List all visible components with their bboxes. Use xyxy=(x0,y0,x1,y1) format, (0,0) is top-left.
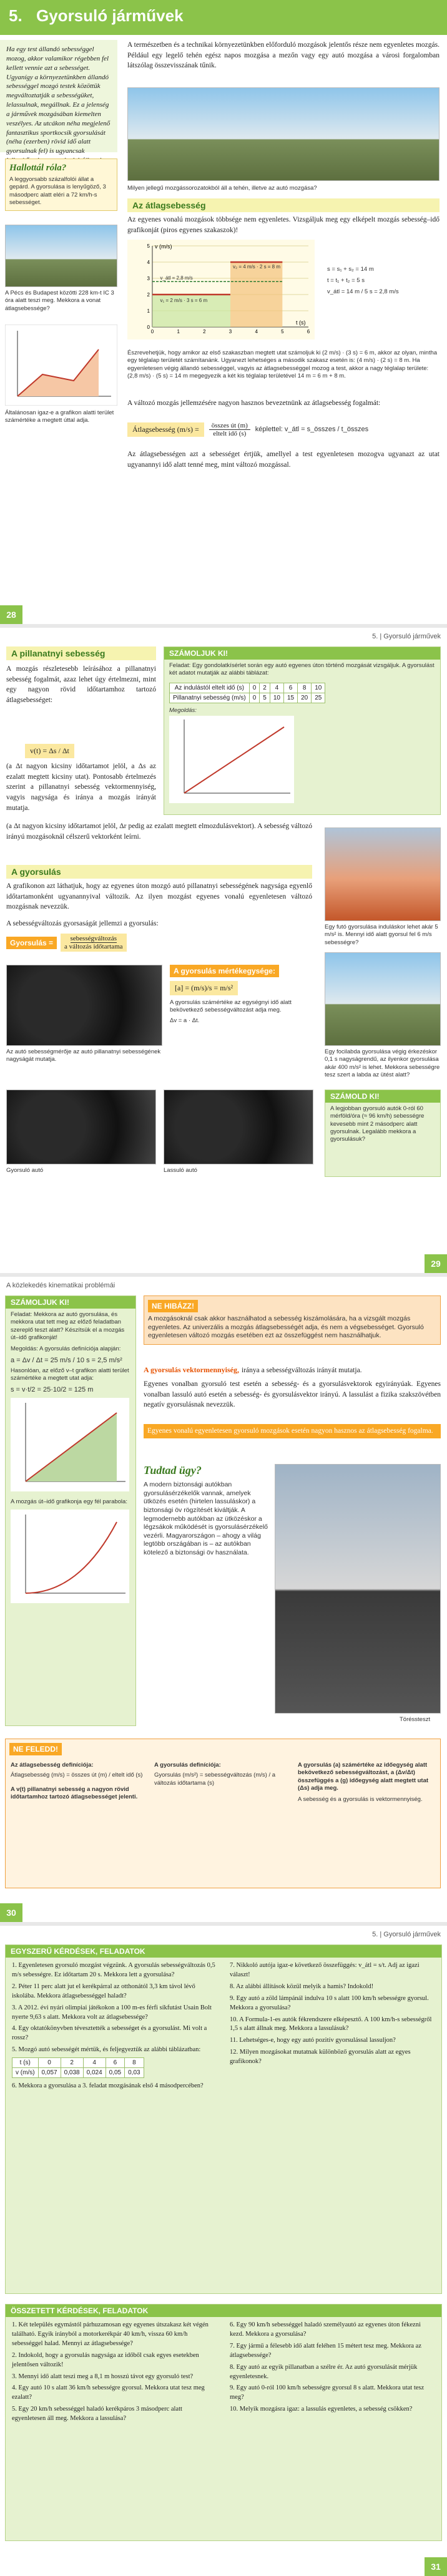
list-item: 9. Egy autó 0-ról 100 km/h sebességre gyorsul 8 s alatt. Mekkora utat tesz meg? xyxy=(230,2384,425,2401)
accel-formula-label: Gyorsulás = xyxy=(6,937,57,949)
vt-triangle-graph xyxy=(11,1398,129,1491)
table-cell: 20 xyxy=(298,693,312,703)
chart-side-note: s = s₁ + s₂ = 14 m xyxy=(327,266,374,273)
page-number: 31 xyxy=(425,2557,447,2576)
table-cell: 0,05 xyxy=(106,2068,124,2078)
calc-area: Hasonlóan, az előző v–t grafikon alatti terület számértéke a megtett utat adja: xyxy=(11,1367,129,1382)
avg-title: Az átlagsebesség xyxy=(127,198,440,212)
table-row xyxy=(12,2068,144,2078)
accel-def: A sebességváltozás gyorsaságát jellemzi a gyorsulás: xyxy=(6,920,159,927)
speedo2-caption: Gyorsuló autó xyxy=(6,1167,44,1174)
runner-photo xyxy=(325,827,441,921)
accel-text: A grafikonon azt láthatjuk, hogy az egyenes úton mozgó autó pillanatnyi sebességének nagysága egyenlő időtartamonként ugyanannyival változik. Az ilyen mozgást egyenes vonalú egyenletesen változó mozgásnak nevezzük. xyxy=(6,882,312,911)
list-item: 5. Mozgó autó sebességét mértük, és feljegyeztük az alábbi táblázatban: xyxy=(12,2046,201,2054)
table-cell: 2 xyxy=(61,2058,83,2068)
page-number: 28 xyxy=(0,605,22,624)
x-tick-label: 0 xyxy=(150,329,154,334)
remember-title: NE FELEDD! xyxy=(9,1743,62,1755)
rem4-text: A gyorsulás (a) számértéke az időegység alatt bekövetkező sebességváltozást, a (Δv/Δt) összefüggés a (g) időegység alatt megtett utat (Δs) adja meg. xyxy=(298,1762,429,1792)
intro-text: A természetben és a technikai környezetünkben előforduló mozgások jelentős része nem egyenletes mozgás. Például egy legelő tehén egész napos mozgása a mezőn vagy egy autó mozgása a városi forgalomban látszólag összevisszának tűnik. xyxy=(127,41,440,70)
train-photo xyxy=(5,225,117,287)
list-item: 4. Egy autó 10 s alatt 36 km/h sebességre gyorsul. Mekkora utat tesz meg ezalatt? xyxy=(12,2384,205,2401)
remember-col-1 xyxy=(11,1762,148,1804)
hallottal-box xyxy=(5,159,117,211)
hallottal-title: Hallottál róla? xyxy=(9,163,67,173)
table-row xyxy=(170,683,325,693)
calc-s: s = v·t/2 = 25·10/2 = 125 m xyxy=(11,1385,94,1393)
formula-numerator: összes út (m) xyxy=(209,422,250,430)
list-item: 2. Indokold, hogy a gyorsulás nagysága az időből csak egyes esetekben jelentősen változik! xyxy=(12,2351,199,2368)
table-cell: 2 xyxy=(260,683,270,693)
linear-speed-graph xyxy=(169,716,294,803)
velocity-time-chart xyxy=(127,240,440,346)
formula-fraction xyxy=(209,422,250,437)
running-header: 5. | Gyorsuló járművek xyxy=(372,633,441,640)
remember-col-3 xyxy=(298,1762,435,1804)
calc-panel xyxy=(5,1295,136,1726)
list-item: 8. Egy autó az egyik pillanatban a szélre ér. Az autó gyorsulását mérjük egyenletesnek. xyxy=(230,2363,418,2380)
table-cell: 8 xyxy=(125,2058,144,2068)
page-31 xyxy=(0,1922,447,2576)
list-item: 1. Egyenletesen gyorsuló mozgást végzünk. A gyorsulás sebességváltozás 0,5 m/s sebességre. Ez időtartam 20 s. Mekkora lett a gyorsulása? xyxy=(12,1962,215,1978)
y-tick-label: 2 xyxy=(147,292,150,298)
page-29 xyxy=(0,624,447,1273)
calc2-text: A legjobban gyorsuló autók 0-ról 60 mérföld/óra (≈ 96 km/h) sebességre kevesebb mint 2 másodperc alatt gyorsulnak. Legalább mekkora a gyorsulásuk? xyxy=(330,1105,425,1143)
list-item: 7. Egy jármű a félesebb idő alatt feléhen 15 métert tesz meg. Mekkora az átlagsebessége? xyxy=(230,2342,422,2359)
table-cell: 0,038 xyxy=(61,2068,83,2078)
list-item: 6. Mekkora a gyorsulása a 3. feladat mozgásának első 4 másodpercében? xyxy=(12,2082,204,2090)
inst-formula: v(t) = Δs / Δt xyxy=(25,744,74,758)
y-tick-label: 4 xyxy=(147,260,150,265)
list-item: 2. Péter 11 perc alatt jut el kerékpárral az otthonától 3,3 km távol lévő iskolába. Mekkora átlagsebességgel haladt? xyxy=(12,1983,195,1999)
chart-side-note: v_átl = 14 m / 5 s = 2,8 m/s xyxy=(327,288,399,295)
inst-title: A pillanatnyi sebesség xyxy=(6,646,156,660)
q-columns xyxy=(6,1958,441,2097)
unit-text: A gyorsulás számértéke az egységnyi idő alatt bekövetkező sebességváltozást adja meg. xyxy=(170,999,292,1014)
unit-title: A gyorsulás mértékegysége: xyxy=(170,965,279,977)
parabola-graph xyxy=(11,1510,129,1603)
vec-text-2: Egyenes vonalban gyorsuló test esetén a sebesség- és a gyorsulásvektorok egyirányúak. Egyenes vonalban lassuló autó esetén a sebesség- és gyorsulásvektor irányú. A lassulást a fizika szakszövétben negatív gyorsulásnak nevezzük. xyxy=(144,1380,441,1409)
list-item: 1. Két település egymástól párhuzamosan egy egyenes útszakasz két végén található. Egyik irányból a motorkerékpár 40 km/h, vissza 60 km/h sebességgel halad. Mennyi az átlagsebessége? xyxy=(12,2321,209,2347)
q-table xyxy=(12,2057,144,2078)
graph-caption: Általánosan igaz-e a grafikon alatti terület számértéke a megtett úttal adja. xyxy=(5,409,114,424)
table-cell: 4 xyxy=(83,2058,106,2068)
calc-text: Feladat: Mekkora az autó gyorsulása, és mekkora utat tett meg az előző feladatban szereplő teszt alatt? Készítsük el a mozgás út–idő grafikonját! xyxy=(11,1311,125,1342)
chart-annotation: v_átl = 2,8 m/s xyxy=(160,275,193,281)
running-header: A közlekedés kinematikai problémái xyxy=(6,1282,115,1289)
vec-heading xyxy=(144,1364,441,1376)
remember-row xyxy=(6,1759,440,1807)
y-tick-label: 1 xyxy=(147,308,150,314)
inst-text-2: (a Δt nagyon kicsiny időtartamot jelöl, a Δs az ezalatt megtett kicsiny utat). Pontosabb értelmezés szerint a pillanatnyi sebesség vektormennyiség, vagyis nagysága és iránya a mozgás irányát mutatja. xyxy=(6,763,156,812)
page-28 xyxy=(0,0,447,624)
x-axis-label: t (s) xyxy=(296,320,306,326)
cheetah-caption: Milyen jellegű mozgássorozatokból áll a tehén, illetve az autó mozgása? xyxy=(127,185,317,192)
list-item: 12. Milyen mozgásokat mutatnak különböző gyorsulás alatt az egyes grafikonok? xyxy=(230,2049,411,2066)
note-text: A mozgásoknál csak akkor használhatod a sebesség kiszámolására, ha a vizsgált mozgás egyenletes. Az univerzális a mozgás átlagsebességét adja, és nem a végsebességet. Gyorsuló egyenletesen változó mozgás esetében ezt az összefüggést nem használhatjuk. xyxy=(148,1315,424,1340)
chapter-title: Gyorsuló járművek xyxy=(36,6,184,25)
speedo1-caption: Az autó sebességmérője az autó pillanatnyi sebességének nagyságát mutatja. xyxy=(6,1048,161,1063)
sidebar-intro-text: Ha egy test állandó sebességgel mozog, akkor valamikor régebben fel kellett vennie azt a sebességet. Ugyanígy a környezetünkben állandó sebességgel mozgó testek közöttük megváltoztatják a sebességüket, lelassulnak, megállnak. Ez a jelenség a járművek mozgásában kiemelten veszélyes. Az utcákon néha megjelenő fantasztikus sportkocsik gyorsulását (néha (ezerben) rövid idő alatt gyorsulnak fel) is ugyancsak xyxy=(6,46,111,155)
formula-short: képlettel: v_átl = s_összes / t_összes xyxy=(255,426,369,434)
calc-title: SZÁMOLJUK KI! xyxy=(6,1296,135,1309)
x-tick-label: 6 xyxy=(307,329,310,334)
list-item: 3. A 2012. évi nyári olimpiai játékokon a 100 m-es férfi síkfutást Usain Bolt nyerte 9,63 s alatt. Mekkora volt az átlagsebessége? xyxy=(12,2004,212,2021)
calc-solution: Megoldás: xyxy=(169,706,197,714)
table-cell: Az indulástól eltelt idő (s) xyxy=(170,683,250,693)
calc-panel xyxy=(164,646,441,815)
vec-title: A gyorsulás vektormennyiség, xyxy=(144,1365,239,1374)
table-cell: 10 xyxy=(312,683,325,693)
chapter-number: 5. xyxy=(9,6,22,25)
chart-side-note: t = t₁ + t₂ = 5 s xyxy=(327,277,365,284)
table-cell: 0,057 xyxy=(38,2068,61,2078)
list-item: 10. Melyik mozgásra igaz: a lassulás egyenletes, a sebesség csökken? xyxy=(230,2406,413,2413)
train-caption: A Pécs és Budapest közötti 228 km-t IC 3 óra alatt teszi meg. Mekkora a vonat átlagsebessége? xyxy=(5,290,114,312)
list-item: 11. Lehetséges-e, hogy egy autó pozitív gyorsulással lassuljon? xyxy=(230,2037,396,2044)
x-tick-label: 5 xyxy=(281,329,284,334)
q-left-column xyxy=(6,1958,224,2097)
list-item: 5. Egy 20 km/h sebességgel haladó kerékpáros 3 másodperc alatt egyenletesen áll meg. Mekkora a lassulása? xyxy=(12,2406,182,2422)
table-cell: 6 xyxy=(283,683,297,693)
unit-delta: Δv = a · Δt. xyxy=(170,1017,200,1024)
table-cell: 10 xyxy=(270,693,283,703)
q-right-column xyxy=(224,1958,441,2097)
rem4-unit: A sebesség és a gyorsulás is vektormennyiség. xyxy=(298,1796,423,1803)
inst-text: A mozgás részletesebb leírásához a pillanatnyi sebesség fogalmát, azaz lehet úgy értelmezni, mint egy nagyon rövid időtartamhoz tartozó átlagsebességet: xyxy=(6,665,156,705)
list-item: 8. Az alábbi állítások közül melyik a hamis? Indokold! xyxy=(230,1983,374,1990)
formula-label: Átlagsebesség (m/s) = xyxy=(127,422,204,437)
accel-fraction xyxy=(61,934,126,952)
page-number: 29 xyxy=(425,1254,447,1273)
table-cell: v (m/s) xyxy=(12,2068,39,2078)
list-item: 4. Egy oktatókönyvben tévesztették a sebességet és a gyorsulást. Mi volt a rossz? xyxy=(12,2025,207,2042)
y-tick-label: 5 xyxy=(147,243,150,249)
table-row xyxy=(170,693,325,703)
highlight-text: Egyenes vonalú egyenletesen gyorsuló mozgások esetén nagyon hasznos az átlagsebesség fogalma. xyxy=(144,1424,441,1438)
list-item: 6. Egy 90 km/h sebességgel haladó személyautó az egyenes úton fékezni kezd. Mekkora a gyorsulása? xyxy=(230,2321,421,2338)
y-tick-label: 3 xyxy=(147,276,150,281)
variable-text: A változó mozgás jellemzésére nagyon hasznos bevezetnünk az átlagsebesség fogalmát: xyxy=(127,399,381,407)
table-cell: 0 xyxy=(249,693,260,703)
running-header: 5. | Gyorsuló járművek xyxy=(372,1931,441,1938)
chart-note: Észrevehetjük, hogy amikor az első szakaszban megtett utat számoljuk ki (2 m/s) · (3 s) = 6 m, akkor az olyan, mintha egy téglalap területét számítanánk. Ugyanezt lehetséges a második szakasz esetén is: (4 m/s) · (2 s) = 8 m. Ha egyenletesen végig állandó sebességgel, vagyis az átlagsebességgel mozog a test, akkor a nagy téglalap területe: (2,8 m/s) · (5 s) = 14 m megegyezik a két kis téglalap területével 14 m = 6 m + 8 m. xyxy=(127,349,438,380)
list-item: 3. Mennyi idő alatt teszi meg a 8,1 m hosszú távot egy gyorsuló test? xyxy=(12,2373,194,2380)
table-cell: 5 xyxy=(260,693,270,703)
chart-annotation: v₁ = 2 m/s · 3 s = 6 m xyxy=(160,298,208,303)
calc-text: Feladat: Egy gondolatkísérlet során egy autó egyenes úton történő mozgását vizsgáljuk. A gyorsulást két adatot mutatják az alábbi táblázat: xyxy=(169,662,435,677)
accel-numerator: sebességváltozás xyxy=(70,935,117,942)
tudtad-text: A modern biztonsági autókban gyorsulásérzékelők vannak, amelyek ütközés esetén (hirtelen lassuláskor) a biztonsági öv rögzítését kiváltják. A legmodernebb autókban az ütközéskor a légzsákok működését is gyorsulásérzékelő vezérli. Magyarországon – ahogy a világ legtöbb országában is – az autókban kötelező a biztonsági öv használata. xyxy=(144,1481,268,1557)
calc-a: a = Δv / Δt = 25 m/s / 10 s = 2,5 m/s² xyxy=(11,1356,122,1364)
qc-right-column xyxy=(224,2317,441,2430)
table-cell: 6 xyxy=(106,2058,124,2068)
area-segment-2 xyxy=(230,262,282,327)
cow-field-photo xyxy=(127,87,440,181)
y-tick-label: 0 xyxy=(147,324,150,330)
hallottal-text: A leggyorsabb százalfolói állat a gepárd. A gyorsulása is lenyűgöző, 3 másodperc alatt eléri a 72 km/h-s sebességet. xyxy=(9,176,106,207)
avg-closing: Az átlagsebességen azt a sebességet értjük, amellyel a test egyenletesen mozogva ugyanazt az utat ugyanannyi idő alatt tenné meg, mint változó mozgással. xyxy=(127,451,440,469)
note-box xyxy=(144,1295,441,1345)
table-row xyxy=(12,2058,144,2068)
list-item: 7. Nikkoló autója igaz-e következő összefüggés: v_átl = s/t. Adj az igazi választ! xyxy=(230,1962,420,1978)
runner-caption: Egy futó gyorsulása induláskor lehet akár 5 m/s² is. Mennyi idő alatt gyorsul fel 6 m/s sebességre? xyxy=(325,924,438,946)
inst-text-3: (a Δt nagyon kicsiny időtartamot jelöl, Δr pedig az ezalatt megtett elmozdulásvektort). A sebesség változó irányú mozgásoknál célszerű vektorként leírni. xyxy=(6,822,312,841)
x-tick-label: 4 xyxy=(255,329,258,334)
table-cell: 0 xyxy=(38,2058,61,2068)
qc-left-column xyxy=(6,2317,224,2430)
crash-test-photo xyxy=(275,1464,441,1714)
dummy-caption: Töréssteszt xyxy=(400,1716,431,1723)
q-title: EGYSZERŰ KÉRDÉSEK, FELADATOK xyxy=(6,1945,441,1958)
remember-box xyxy=(5,1739,441,1888)
calc2-panel xyxy=(325,1090,441,1177)
accel-denominator: a változás időtartama xyxy=(64,943,123,950)
table-cell: 8 xyxy=(298,683,312,693)
area-graph xyxy=(5,324,117,406)
qc-title: ÖSSZETETT KÉRDÉSEK, FELADATOK xyxy=(6,2305,441,2317)
tudtad-title: Tudtad ügy? xyxy=(144,1464,202,1476)
table-cell: 0,024 xyxy=(83,2068,106,2078)
complex-questions-panel xyxy=(5,2304,442,2541)
qc-columns xyxy=(6,2317,441,2430)
page-30 xyxy=(0,1273,447,1922)
note-title: NE HIBÁZZ! xyxy=(148,1300,198,1312)
intro-sidebar xyxy=(0,40,117,155)
speed-table xyxy=(169,683,325,703)
table-cell: 15 xyxy=(283,693,297,703)
unit-box xyxy=(170,965,320,1025)
tudtad-box xyxy=(144,1464,268,1558)
calc-graph-text: A mozgás út–idő grafikonja egy fél parabola: xyxy=(11,1498,127,1505)
table-cell: 0 xyxy=(249,683,260,693)
rem2-label: A gyorsulás definíciója: xyxy=(154,1762,221,1769)
formula-denominator: eltelt idő (s) xyxy=(213,430,247,437)
ball-photo xyxy=(325,952,441,1046)
table-cell: Pillanatnyi sebesség (m/s) xyxy=(170,693,250,703)
x-tick-label: 1 xyxy=(177,329,180,334)
list-item: 10. A Formula-1-es autók fékrendszere elképesztő. A 100 km/h-s sebességről 1,5 s alatt állnak meg. Mekkora a lassulásuk? xyxy=(230,2016,432,2032)
chapter-banner xyxy=(0,0,447,35)
list-item: 9. Egy autó a zöld lámpánál indulva 10 s alatt 100 km/h sebességre gyorsul. Mekkora a gyorsulása? xyxy=(230,1994,429,2011)
rem1-label: Az átlagsebesség definíciója: xyxy=(11,1762,94,1769)
table-cell: 4 xyxy=(270,683,283,693)
unit-formula: [a] = (m/s)/s = m/s² xyxy=(170,981,238,995)
accel-title: A gyorsulás xyxy=(6,865,312,879)
y-axis-label: v (m/s) xyxy=(155,243,172,250)
decelerating-car-photo xyxy=(164,1090,313,1164)
ski-caption: Egy focilabda gyorsulása végig érkezéskor 0,1 s nagyságrendű, az ilyenkor gyorsulása akár 400 m/s² is lehet. Mekkora sebességre tesz szert a labda az ütést alatt? xyxy=(325,1048,440,1079)
chart-annotation: v₂ = 4 m/s · 2 s = 8 m xyxy=(233,264,281,270)
calc-solution: Megoldás: A gyorsulás definíciója alapján: xyxy=(11,1345,121,1353)
page-number: 30 xyxy=(0,1903,22,1922)
calc2-title: SZÁMOLD KI! xyxy=(325,1090,440,1103)
accelerating-car-photo xyxy=(6,1090,156,1164)
x-tick-label: 3 xyxy=(228,329,232,334)
table-cell: 0,03 xyxy=(125,2068,144,2078)
remember-col-2 xyxy=(154,1762,292,1804)
x-tick-label: 2 xyxy=(203,329,206,334)
speedometer-photo xyxy=(6,965,162,1046)
avg-text: Az egyenes vonalú mozgások többsége nem egyenletes. Vizsgáljuk meg egy elképelt mozgás sebesség–idő grafikonját (piros egyenes szakaszok)! xyxy=(127,216,440,234)
table-cell: t (s) xyxy=(12,2058,39,2068)
speedo3-caption: Lassuló autó xyxy=(164,1167,197,1174)
accel-formula xyxy=(6,934,127,952)
table-cell: 25 xyxy=(312,693,325,703)
simple-questions-panel xyxy=(5,1944,442,2294)
calc-title: SZÁMOLJUK KI! xyxy=(164,647,440,660)
rem3-text: A v(t) pillanatnyi sebesség a nagyon rövid időtartamhoz tartozó átlagsebességet jelenti. xyxy=(11,1785,138,1801)
vec-text: iránya a sebességváltozás irányát mutatja. xyxy=(242,1367,362,1374)
rem2-formula: Gyorsulás (m/s²) = sebességváltozás (m/s) / a változás időtartama (s) xyxy=(154,1772,276,1787)
avg-formula xyxy=(127,422,440,437)
rem1-formula: Átlagsebesség (m/s) = összes út (m) / eltelt idő (s) xyxy=(11,1772,143,1779)
